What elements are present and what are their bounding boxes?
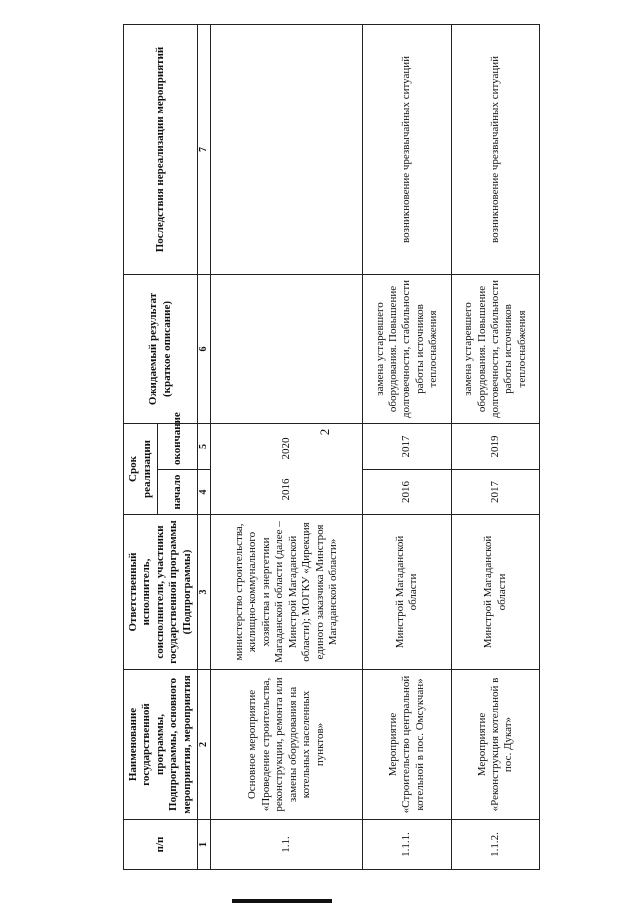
column-number: 4 bbox=[198, 470, 211, 515]
row-start: 2016 bbox=[363, 470, 452, 515]
scan-artifact-line bbox=[232, 899, 332, 903]
header-num: п/п bbox=[124, 820, 198, 870]
row-executor: Минстрой Магаданской области bbox=[452, 515, 540, 670]
table-row bbox=[363, 24, 452, 869]
row-name: Основное мероприятие «Проведение строительства, реконструкции, ремонта или замены оборудования на котельных населенных пунктов» bbox=[211, 670, 363, 820]
column-number: 1 bbox=[198, 820, 211, 870]
table-row bbox=[211, 24, 363, 869]
column-number: 3 bbox=[198, 515, 211, 670]
header-end: окончание bbox=[158, 423, 198, 469]
row-result: замена устаревшего оборудования. Повышение долговечности, стабильности работы источников теплоснабжения bbox=[452, 274, 540, 423]
column-number: 2 bbox=[198, 670, 211, 820]
rotated-table-wrapper bbox=[123, 25, 528, 870]
row-num: 1.1. bbox=[211, 820, 363, 870]
row-consequences bbox=[211, 24, 363, 274]
header-consequences: Последствия нереализации мероприятий bbox=[124, 24, 198, 274]
row-name: Мероприятие «Строительство центральной котельной в пос. Омсукчан» bbox=[363, 670, 452, 820]
program-table bbox=[123, 24, 540, 870]
column-number: 5 bbox=[198, 423, 211, 469]
row-num: 1.1.2. bbox=[452, 820, 540, 870]
row-executor: Минстрой Магаданской области bbox=[363, 515, 452, 670]
row-result bbox=[211, 274, 363, 423]
header-result: Ожидаемый результат (краткое описание) bbox=[124, 274, 198, 423]
column-number-row bbox=[198, 24, 211, 869]
row-num: 1.1.1. bbox=[363, 820, 452, 870]
header-term: Срок реализации bbox=[124, 423, 158, 514]
column-number: 7 bbox=[198, 24, 211, 274]
row-result: замена устаревшего оборудования. Повышение долговечности, стабильности работы источников теплоснабжения bbox=[363, 274, 452, 423]
table-row bbox=[452, 24, 540, 869]
row-start: 2016 bbox=[279, 478, 292, 501]
row-end: 2019 bbox=[452, 423, 540, 469]
header-name: Наименование государственной программы, Подпрограммы, основного мероприятия, мероприятия bbox=[124, 670, 198, 820]
header-row-1 bbox=[124, 24, 158, 869]
header-executor: Ответственный исполнитель, соисполнители, участники государственной программы (Подпрограммы) bbox=[124, 515, 198, 670]
row-end: 2020 bbox=[279, 437, 292, 460]
row-executor: министерство строительства, жилищно-коммунального хозяйства и энергетики Магаданской области (далее – Минстрой Магаданской области); МОГКУ «Дирекция единого заказчика Минстроя Магаданской области» bbox=[211, 515, 363, 670]
row-consequences: возникновение чрезвычайных ситуаций bbox=[363, 24, 452, 274]
page-number: 2 bbox=[317, 428, 332, 436]
row-start: 2017 bbox=[452, 470, 540, 515]
row-consequences: возникновение чрезвычайных ситуаций bbox=[452, 24, 540, 274]
row-name: Мероприятие «Реконструкция котельной в пос. Дукат» bbox=[452, 670, 540, 820]
row-term bbox=[211, 423, 363, 514]
header-start: начало bbox=[158, 470, 198, 515]
column-number: 6 bbox=[198, 274, 211, 423]
row-end: 2017 bbox=[363, 423, 452, 469]
